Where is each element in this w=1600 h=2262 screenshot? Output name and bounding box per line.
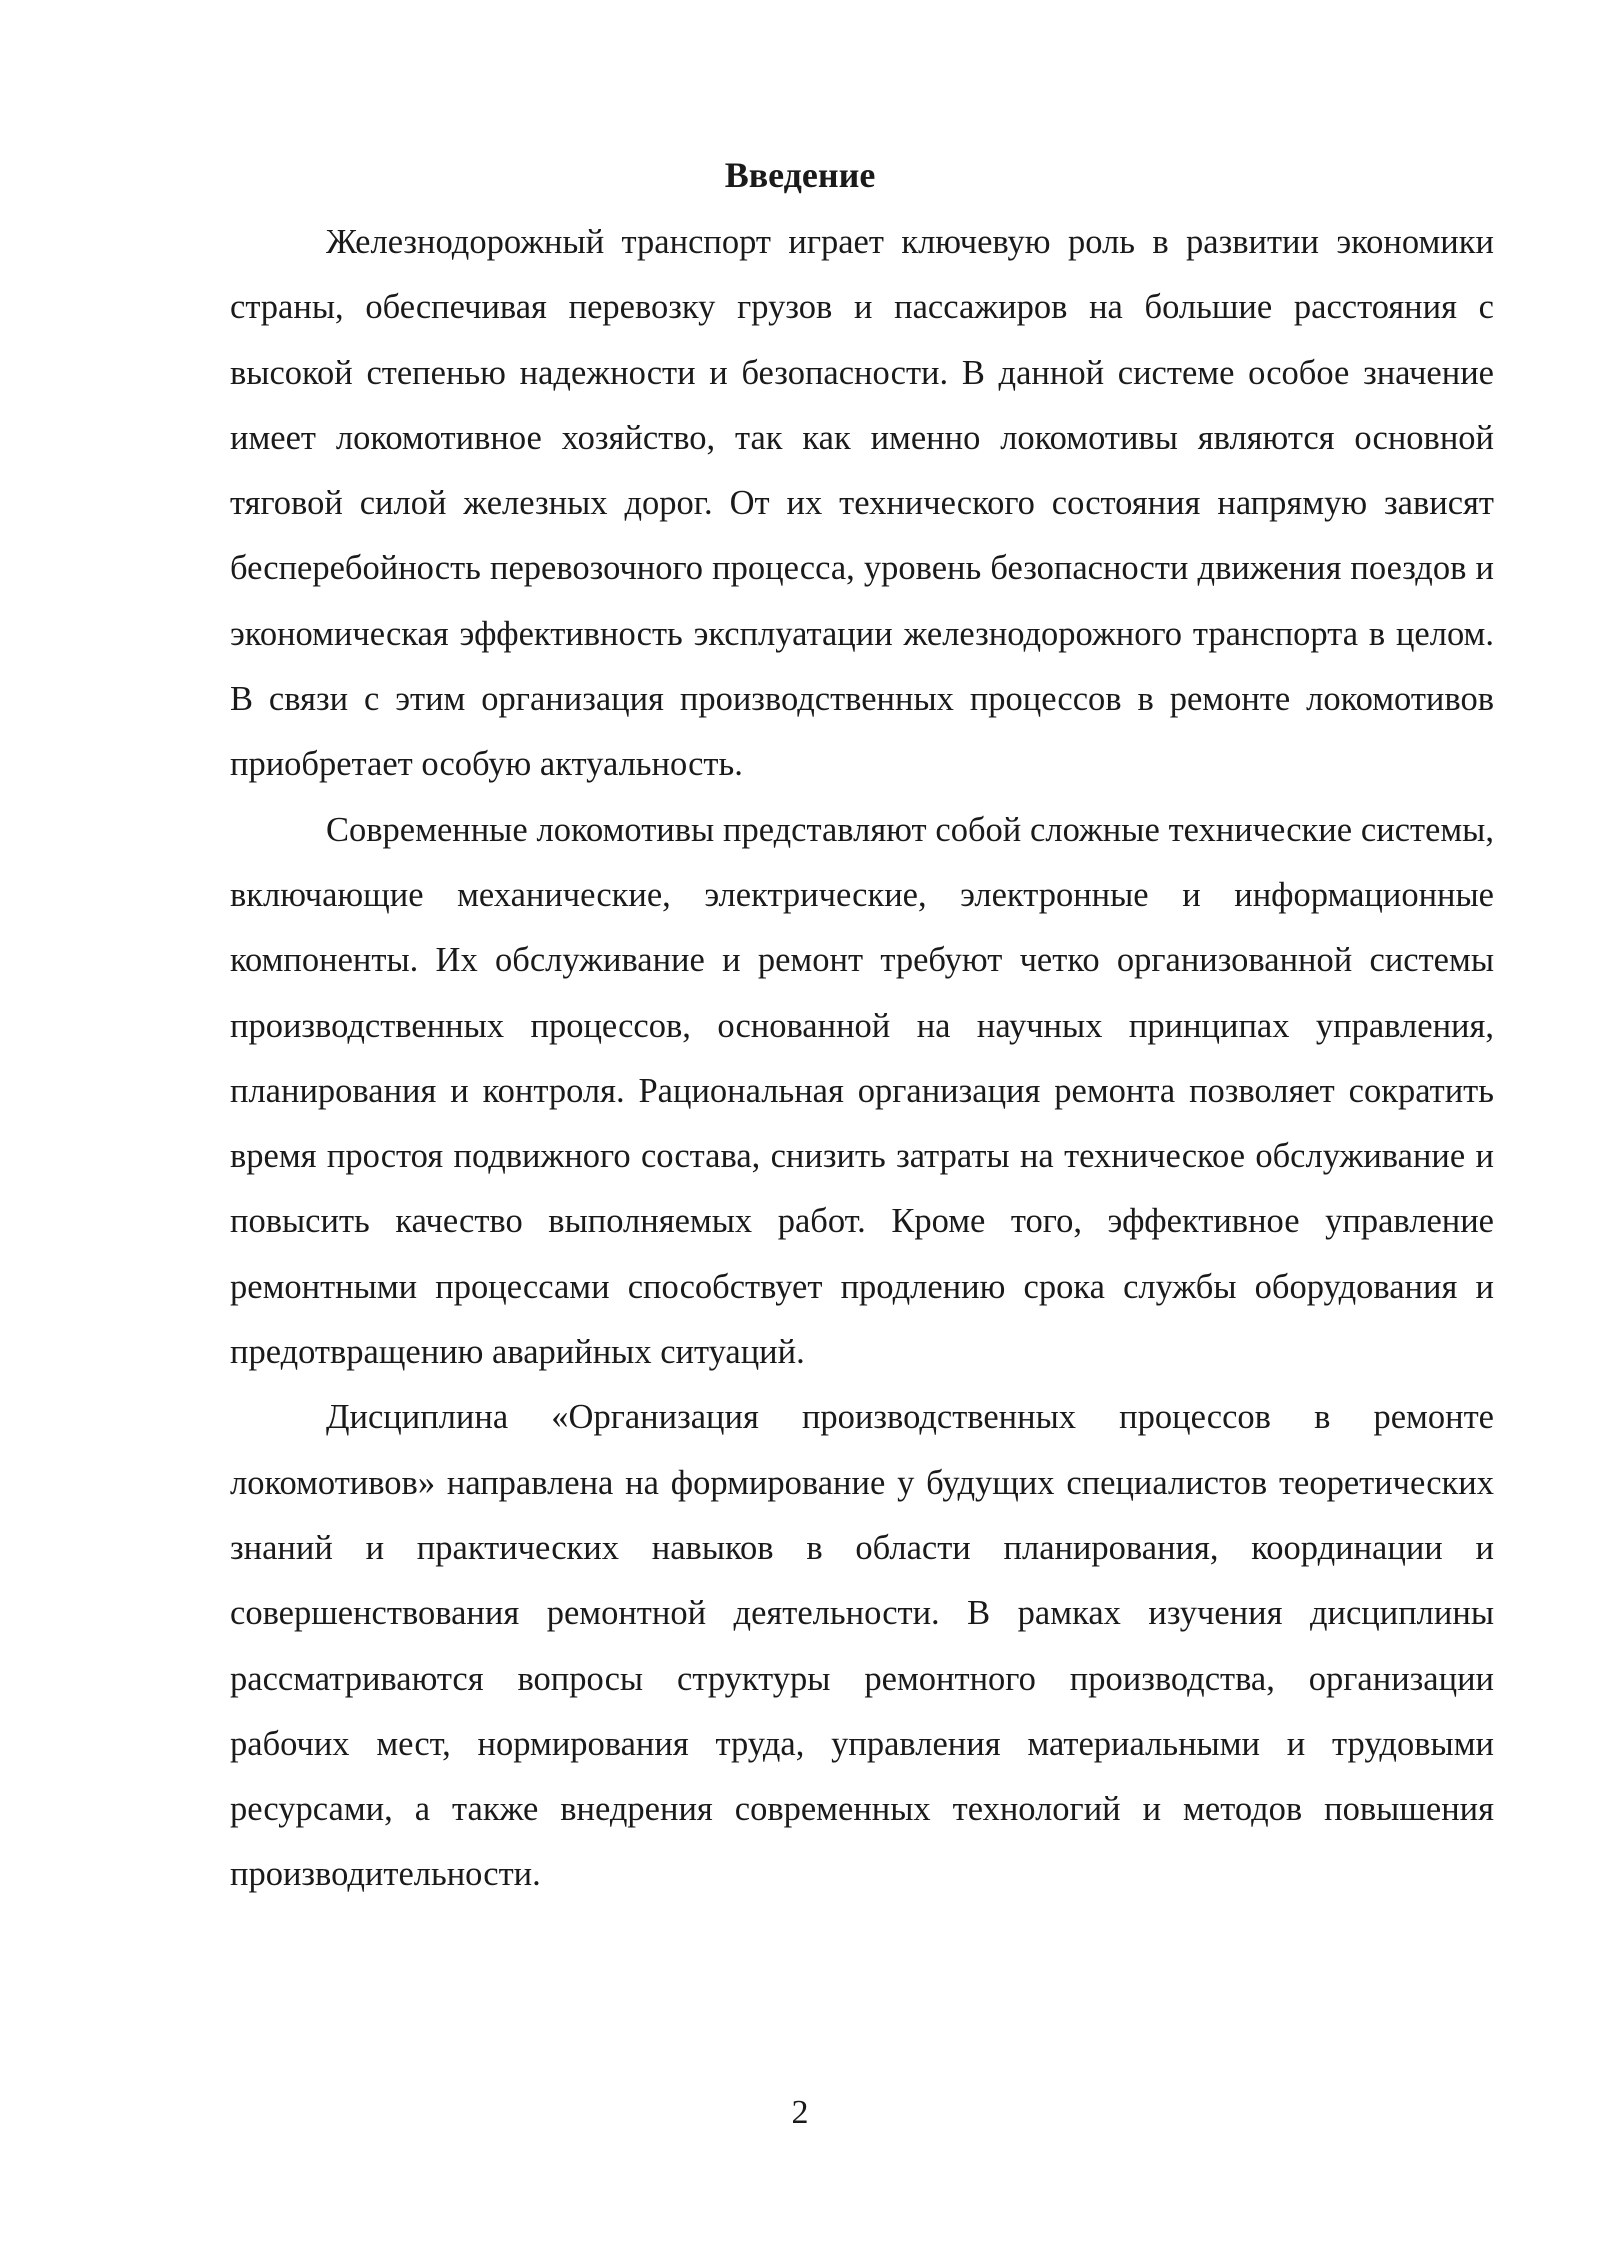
body-text: [230, 210, 1494, 1908]
paragraph-3: Дисциплина «Организация производственных процессов в ремонте локомотивов» направлена на формирование у будущих специалистов теоретических знаний и практических навыков в области планирования, координации и совершенствования ремонтной деятельности. В рамках изучения дисциплины рассматриваются вопросы структуры ремонтного производства, организации рабочих мест, нормирования труда, управления материальными и трудовыми ресурсами, а также внедрения современных технологий и методов повышения производительности.: [230, 1398, 1494, 1894]
paragraph-1: Железнодорожный транспорт играет ключевую роль в развитии экономики страны, обеспечивая перевозку грузов и пассажиров на большие расстояния с высокой степенью надежности и безопасности. В данной системе особое значение имеет локомотивное хозяйство, так как именно локомотивы являются основной тяговой силой железных дорог. От их технического состояния напрямую зависят бесперебойность перевозочного процесса, уровень безопасности движения поездов и экономическая эффективность эксплуатации железнодорожного транспорта в целом. В связи с этим организация производственных процессов в ремонте локомотивов приобретает особую актуальность.: [230, 223, 1494, 784]
page-title: Введение: [724, 155, 876, 195]
page-number: 2: [791, 2094, 809, 2131]
paragraph-2: Современные локомотивы представляют собой сложные технические системы, включающие механические, электрические, электронные и информационные компоненты. Их обслуживание и ремонт требуют четко организованной системы производственных процессов, основанной на научных принципах управления, планирования и контроля. Рациональная организация ремонта позволяет сократить время простоя подвижного состава, снизить затраты на техническое обслуживание и повысить качество выполняемых работ. Кроме того, эффективное управление ремонтными процессами способствует продлению срока службы оборудования и предотвращению аварийных ситуаций.: [230, 810, 1494, 1372]
